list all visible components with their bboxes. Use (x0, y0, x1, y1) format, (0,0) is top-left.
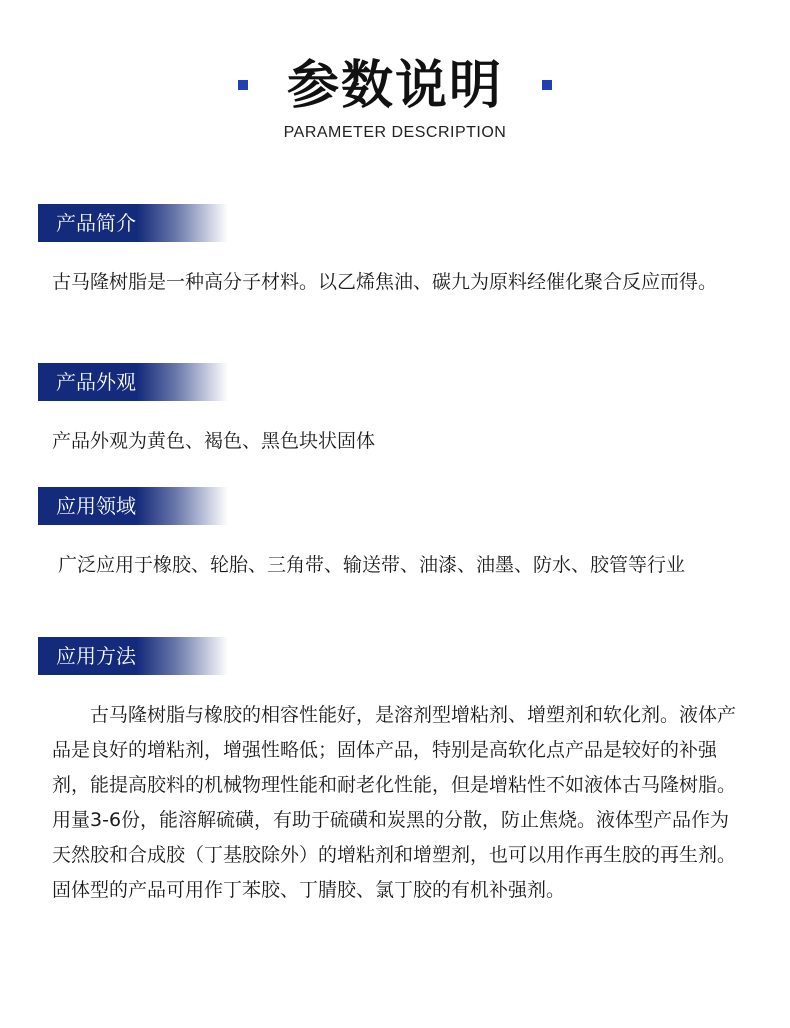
section-body-usage: 古马隆树脂与橡胶的相容性能好，是溶剂型增粘剂、增塑剂和软化剂。液体产品是良好的增粘剂，增强性略低；固体产品，特别是高软化点产品是较好的补强剂，能提高胶料的机械物理性能和耐老化性能，但是增粘性不如液体古马隆树脂。用量3-6份，能溶解硫磺，有助于硫磺和炭黑的分散，防止焦烧。液体型产品作为天然胶和合成胶（丁基胶除外）的增粘剂和增塑剂，也可以用作再生胶的再生剂。固体型的产品可用作丁苯胶、丁腈胶、氯丁胶的有机补强剂。 (52, 704, 737, 901)
title-row (0, 54, 790, 118)
section-body-applications: 广泛应用于橡胶、轮胎、三角带、输送带、油漆、油墨、防水、胶管等行业 (52, 554, 686, 576)
page-title: 参数说明 (286, 56, 503, 116)
page-subtitle: PARAMETER DESCRIPTION (283, 124, 507, 141)
section-heading-applications (38, 487, 228, 525)
section-heading-label: 产品外观 (56, 370, 136, 394)
section-heading-label: 应用领域 (56, 494, 136, 518)
section-heading-label: 产品简介 (56, 211, 136, 235)
section-heading-usage (38, 637, 228, 675)
section-body-intro: 古马隆树脂是一种高分子材料。以乙烯焦油、碳九为原料经催化聚合反应而得。 (52, 271, 718, 293)
section-heading-label: 应用方法 (56, 644, 136, 668)
section-body-appearance: 产品外观为黄色、褐色、黑色块状固体 (52, 430, 376, 452)
page-header (0, 40, 790, 150)
section-heading-intro (38, 204, 228, 242)
title-right-square-icon (542, 80, 552, 90)
section-heading-appearance (38, 363, 228, 401)
